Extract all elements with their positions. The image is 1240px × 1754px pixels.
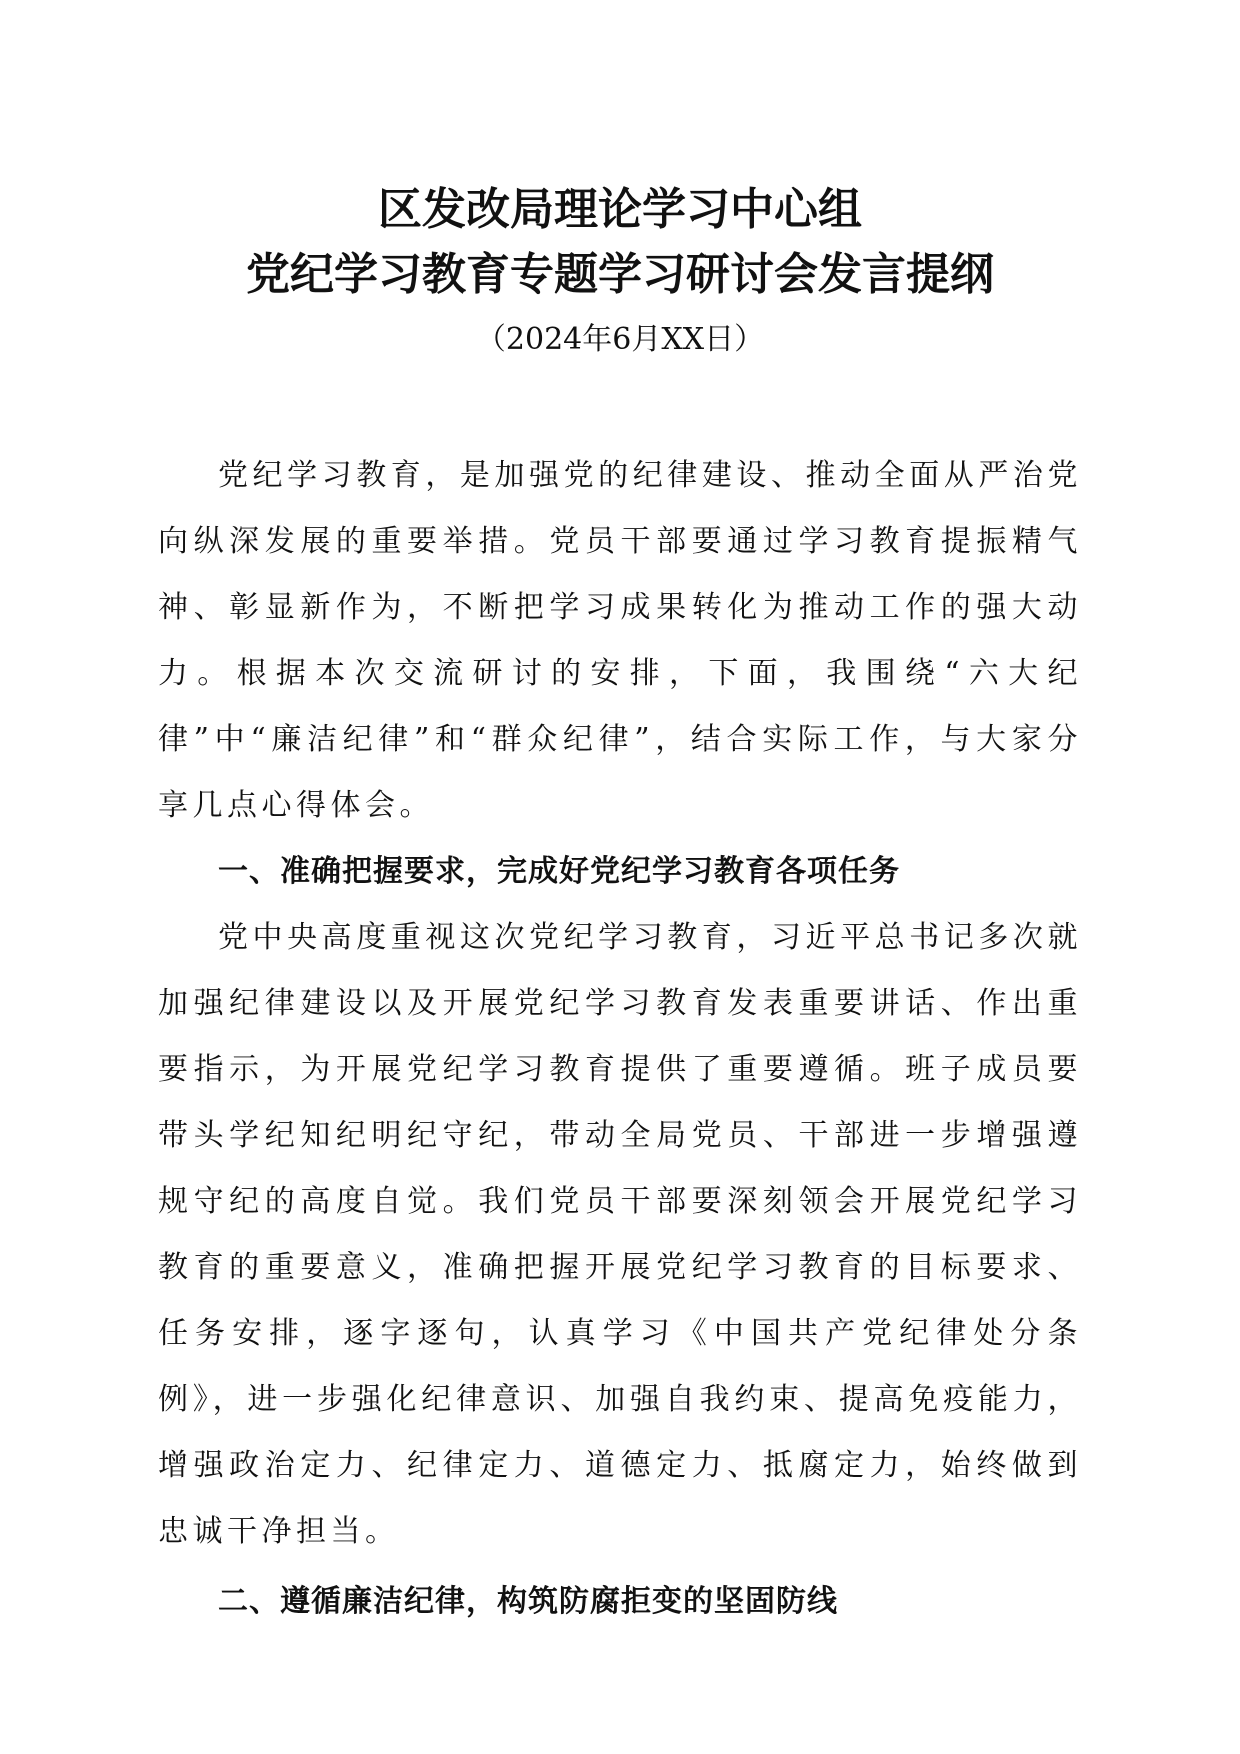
document-date: （2024年6月XX日） <box>475 322 765 357</box>
document-title-line1: 区发改局理论学习中心组 <box>378 184 862 235</box>
intro-paragraph: 党纪学习教育，是加强党的纪律建设、推动全面从严治党向纵深发展的重要举措。党员干部要通过学习教育提振精气神、彰显新作为，不断把学习成果转化为推动工作的强大动力。根据本次交流研讨的安排，下面，我围绕“六大纪律”中“廉洁纪律”和“群众纪律”，结合实际工作，与大家分享几点心得体会。 <box>158 458 1082 823</box>
section1-paragraph: 党中央高度重视这次党纪学习教育，习近平总书记多次就加强纪律建设以及开展党纪学习教育发表重要讲话、作出重要指示，为开展党纪学习教育提供了重要遵循。班子成员要带头学纪知纪明纪守纪，带动全局党员、干部进一步增强遵规守纪的高度自觉。我们党员干部要深刻领会开展党纪学习教育的重要意义，准确把握开展党纪学习教育的目标要求、任务安排，逐字逐句，认真学习《中国共产党纪律处分条例》，进一步强化纪律意识、加强自我约束、提高免疫能力，增强政治定力、纪律定力、道德定力、抵腐定力，始终做到忠诚干净担当。 <box>158 920 1082 1549</box>
section1-heading: 一、准确把握要求，完成好党纪学习教育各项任务 <box>218 854 900 889</box>
section2-heading: 二、遵循廉洁纪律，构筑防腐拒变的坚固防线 <box>218 1584 838 1619</box>
document-body <box>158 443 1082 1635</box>
document-title-line2: 党纪学习教育专题学习研讨会发言提纲 <box>246 249 994 300</box>
